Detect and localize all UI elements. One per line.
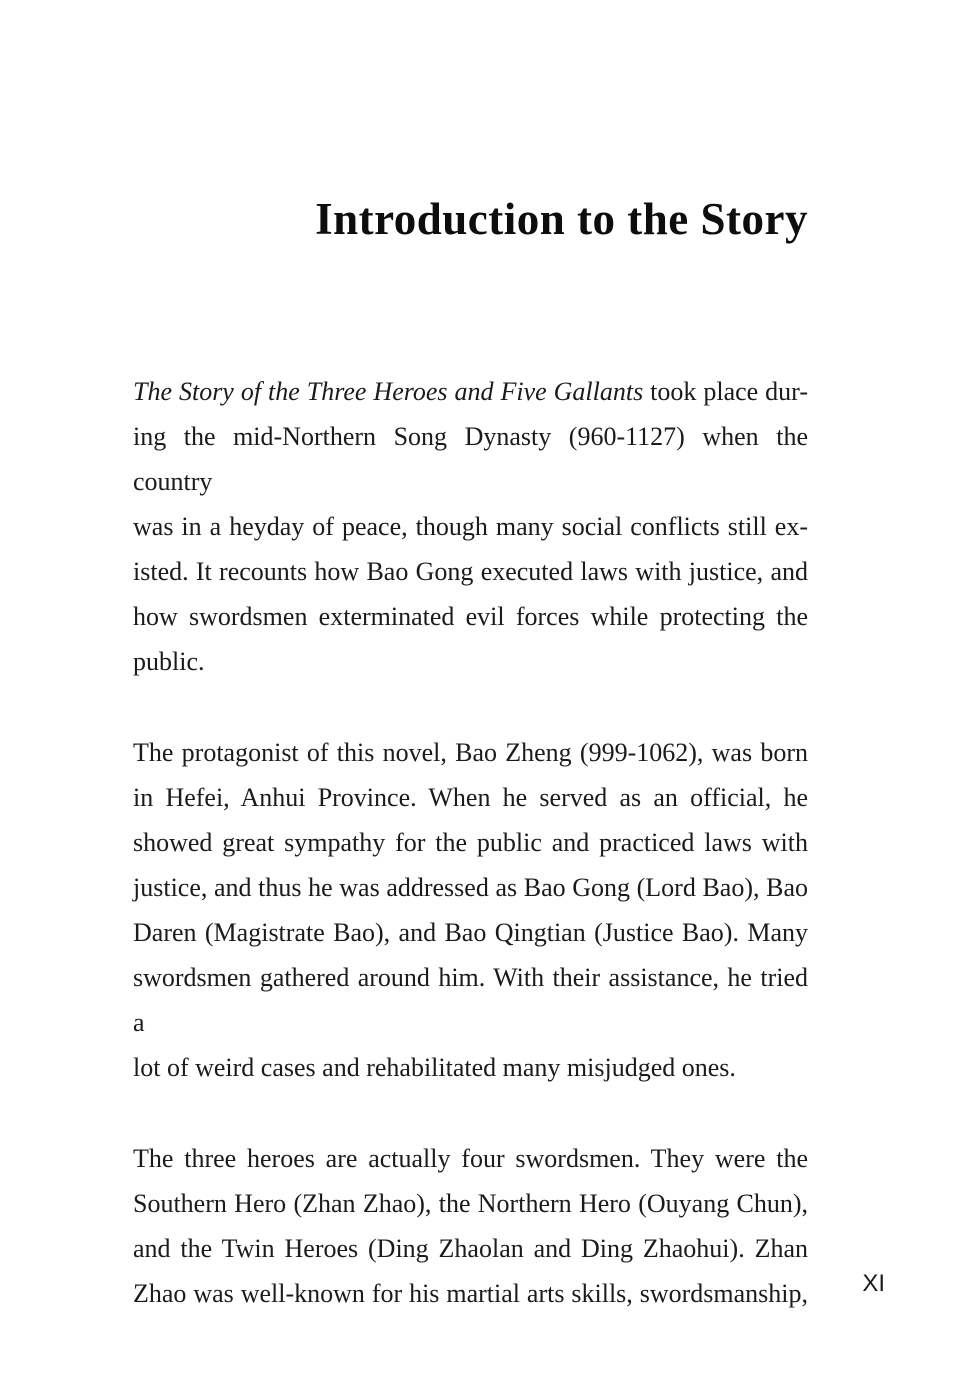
text-line: [133, 820, 808, 865]
text-segment: Zhao was well-known for his martial arts skills, swordsmanship,: [133, 1279, 808, 1308]
text-line: [133, 369, 808, 414]
text-segment: Daren (Magistrate Bao), and Bao Qingtian (Justice Bao). Many: [133, 918, 808, 947]
text-line: [133, 639, 808, 684]
text-line: [133, 955, 808, 1045]
text-line: [133, 414, 808, 504]
text-segment: public.: [133, 647, 205, 676]
paragraph: [133, 369, 808, 684]
text-segment: lot of weird cases and rehabilitated many misjudged ones.: [133, 1053, 736, 1082]
text-segment: justice, and thus he was addressed as Bao Gong (Lord Bao), Bao: [133, 873, 808, 902]
text-line: [133, 594, 808, 639]
text-line: [133, 504, 808, 549]
text-line: [133, 1181, 808, 1226]
text-segment: was in a heyday of peace, though many social conflicts still ex-: [133, 512, 808, 541]
paragraph: [133, 1136, 808, 1316]
body-text: [133, 369, 808, 1362]
paragraph: [133, 730, 808, 1090]
text-segment: swordsmen gathered around him. With their assistance, he tried a: [133, 963, 808, 1037]
text-segment: Southern Hero (Zhan Zhao), the Northern Hero (Ouyang Chun),: [133, 1189, 808, 1218]
text-segment: took place dur-: [643, 377, 808, 406]
text-line: [133, 775, 808, 820]
text-segment: and the Twin Heroes (Ding Zhaolan and Ding Zhaohui). Zhan: [133, 1234, 808, 1263]
text-segment: showed great sympathy for the public and practiced laws with: [133, 828, 808, 857]
text-line: [133, 1226, 808, 1271]
text-segment: in Hefei, Anhui Province. When he served as an official, he: [133, 783, 808, 812]
text-line: [133, 1136, 808, 1181]
text-segment: how swordsmen exterminated evil forces while protecting the: [133, 602, 808, 631]
page-title: Introduction to the Story: [315, 194, 808, 244]
text-segment: The protagonist of this novel, Bao Zheng (999-1062), was born: [133, 738, 808, 767]
text-line: [133, 1045, 808, 1090]
text-segment: isted. It recounts how Bao Gong executed laws with justice, and: [133, 557, 808, 586]
text-segment: ing the mid-Northern Song Dynasty (960-1127) when the country: [133, 422, 808, 496]
book-title-italic: The Story of the Three Heroes and Five Gallants: [133, 377, 644, 406]
text-line: [133, 865, 808, 910]
text-line: [133, 730, 808, 775]
text-line: [133, 1271, 808, 1316]
page-number: XI: [862, 1270, 885, 1297]
text-segment: The three heroes are actually four swordsmen. They were the: [133, 1144, 808, 1173]
text-line: [133, 549, 808, 594]
text-line: [133, 910, 808, 955]
